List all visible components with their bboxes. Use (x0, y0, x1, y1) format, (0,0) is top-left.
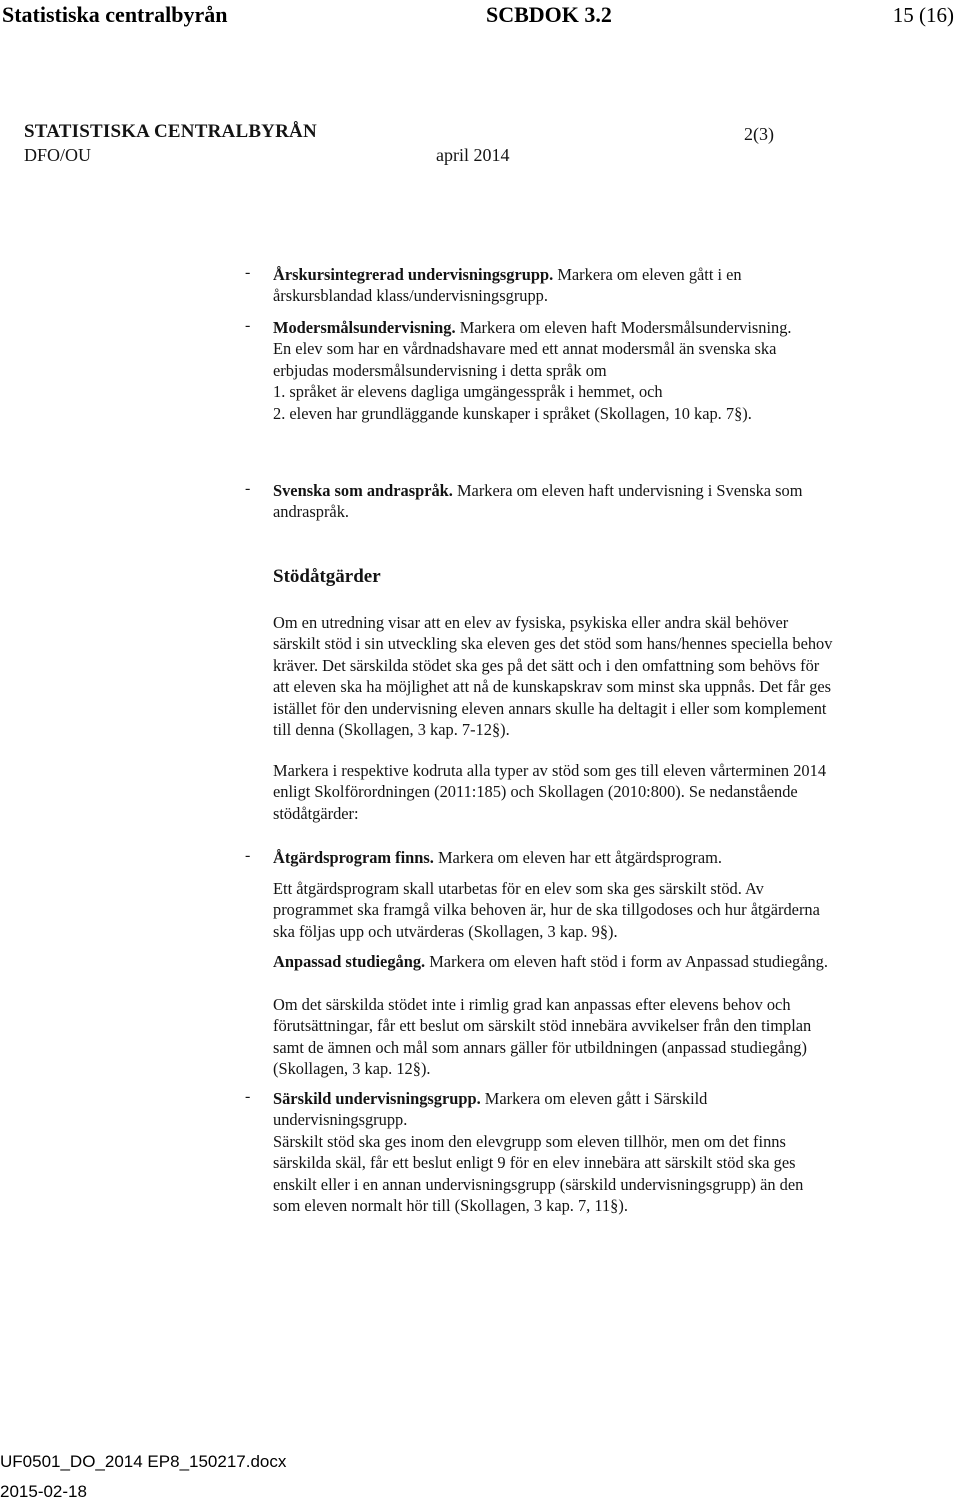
scan-dept: DFO/OU (24, 145, 92, 165)
bullet-dash: - (245, 317, 251, 334)
section-heading: Stödåtgärder (273, 566, 381, 587)
item-detail: 1. språket är elevens dagliga umgängesspråk i hemmet, och (273, 382, 663, 402)
item-text: Markera om eleven gått i en årskursblandad klass/undervisningsgrupp. (273, 265, 742, 306)
item-term: Årskursintegrerad undervisningsgrupp. (273, 265, 554, 284)
header-page-number: 15 (16) (892, 3, 954, 27)
support-item (273, 951, 833, 972)
bullet-dash: - (245, 1088, 251, 1105)
support-text: Markera om eleven har ett åtgärdsprogram. (433, 848, 722, 867)
item-detail: En elev som har en vårdnadshavare med ett annat modersmål än svenska ska erbjudas modersmålsundervisning i detta språk om (273, 339, 777, 380)
support-item (273, 847, 833, 868)
support-detail: Om det särskilda stödet inte i rimlig grad kan anpassas efter elevens behov och förutsättningar, får ett beslut om särskilt stöd innebära avvikelser från den timplan samt de ämnen och mål som annars gäller för utbildningen (anpassad studiegång) (Skollagen, 3 kap. 12§). (273, 995, 812, 1079)
list-item (273, 264, 833, 307)
header-org: Statistiska centralbyrån (2, 2, 228, 27)
section-paragraph: Om en utredning visar att en elev av fysiska, psykiska eller andra skäl behöver särskilt stöd i sin utveckling ska eleven ges det stöd som hans/hennes speciella behov kräver. Det särskilda stödet ska ges på det sätt och i den omfattning som behövs för att eleven ska ha möjlighet att nå de kunskapskrav som minst ska uppnås. Det får ges istället för den undervisning eleven annars skulle ha deltagit i eller som komplement till denna (Skollagen, 3 kap. 7-12§). (273, 613, 833, 740)
item-term: Svenska som andraspråk. (273, 481, 453, 500)
item-text: Markera om eleven haft Modersmålsundervisning. (455, 318, 792, 337)
support-detail: Särskilt stöd ska ges inom den elevgrupp som eleven tillhör, men om det finns särskilda skäl, får ett beslut enligt 9 för en elev innebära att särskilt stöd ska ges enskilt eller i en annan undervisningsgrupp (särskild undervisningsgrupp) än den som eleven normalt hör till (Skollagen, 3 kap. 7, 11§). (273, 1132, 804, 1216)
support-text: Markera om eleven haft stöd i form av Anpassad studiegång. (425, 952, 828, 971)
support-detail: Ett åtgärdsprogram skall utarbetas för en elev som ska ges särskilt stöd. Av programmet ska framgå vilka behoven är, hur de ska tillgodoses och hur åtgärderna ska följas upp och utvärderas (Skollagen, 3 kap. 9§). (273, 879, 820, 941)
item-text: Markera om eleven haft undervisning i Svenska som andraspråk. (273, 481, 803, 522)
section-instruction: Markera i respektive kodruta alla typer av stöd som ges till eleven vårterminen 2014 enligt Skolförordningen (2011:185) och Skollagen (2010:800). Se nedanstående stödåtgärder: (273, 761, 827, 823)
footer-filename: UF0501_DO_2014 EP8_150217.docx (0, 1452, 287, 1471)
support-item (273, 1088, 833, 1131)
scan-date: april 2014 (436, 145, 510, 165)
scan-page-number: 2(3) (744, 124, 774, 144)
list-item (273, 317, 833, 424)
footer-date: 2015-02-18 (0, 1482, 87, 1501)
support-text: Markera om eleven gått i Särskild undervisningsgrupp. (273, 1089, 708, 1130)
support-term: Anpassad studiegång. (273, 952, 426, 971)
scan-org: STATISTISKA CENTRALBYRÅN (24, 121, 317, 142)
bullet-dash: - (245, 480, 251, 497)
list-item (273, 480, 833, 523)
header-doc-id: SCBDOK 3.2 (486, 2, 612, 27)
bullet-dash: - (245, 847, 251, 864)
bullet-dash: - (245, 264, 251, 281)
item-term: Modersmålsundervisning. (273, 318, 456, 337)
item-detail: 2. eleven har grundläggande kunskaper i språket (Skollagen, 10 kap. 7§). (273, 403, 752, 423)
support-term: Särskild undervisningsgrupp. (273, 1089, 481, 1108)
support-term: Åtgärdsprogram finns. (273, 848, 434, 867)
